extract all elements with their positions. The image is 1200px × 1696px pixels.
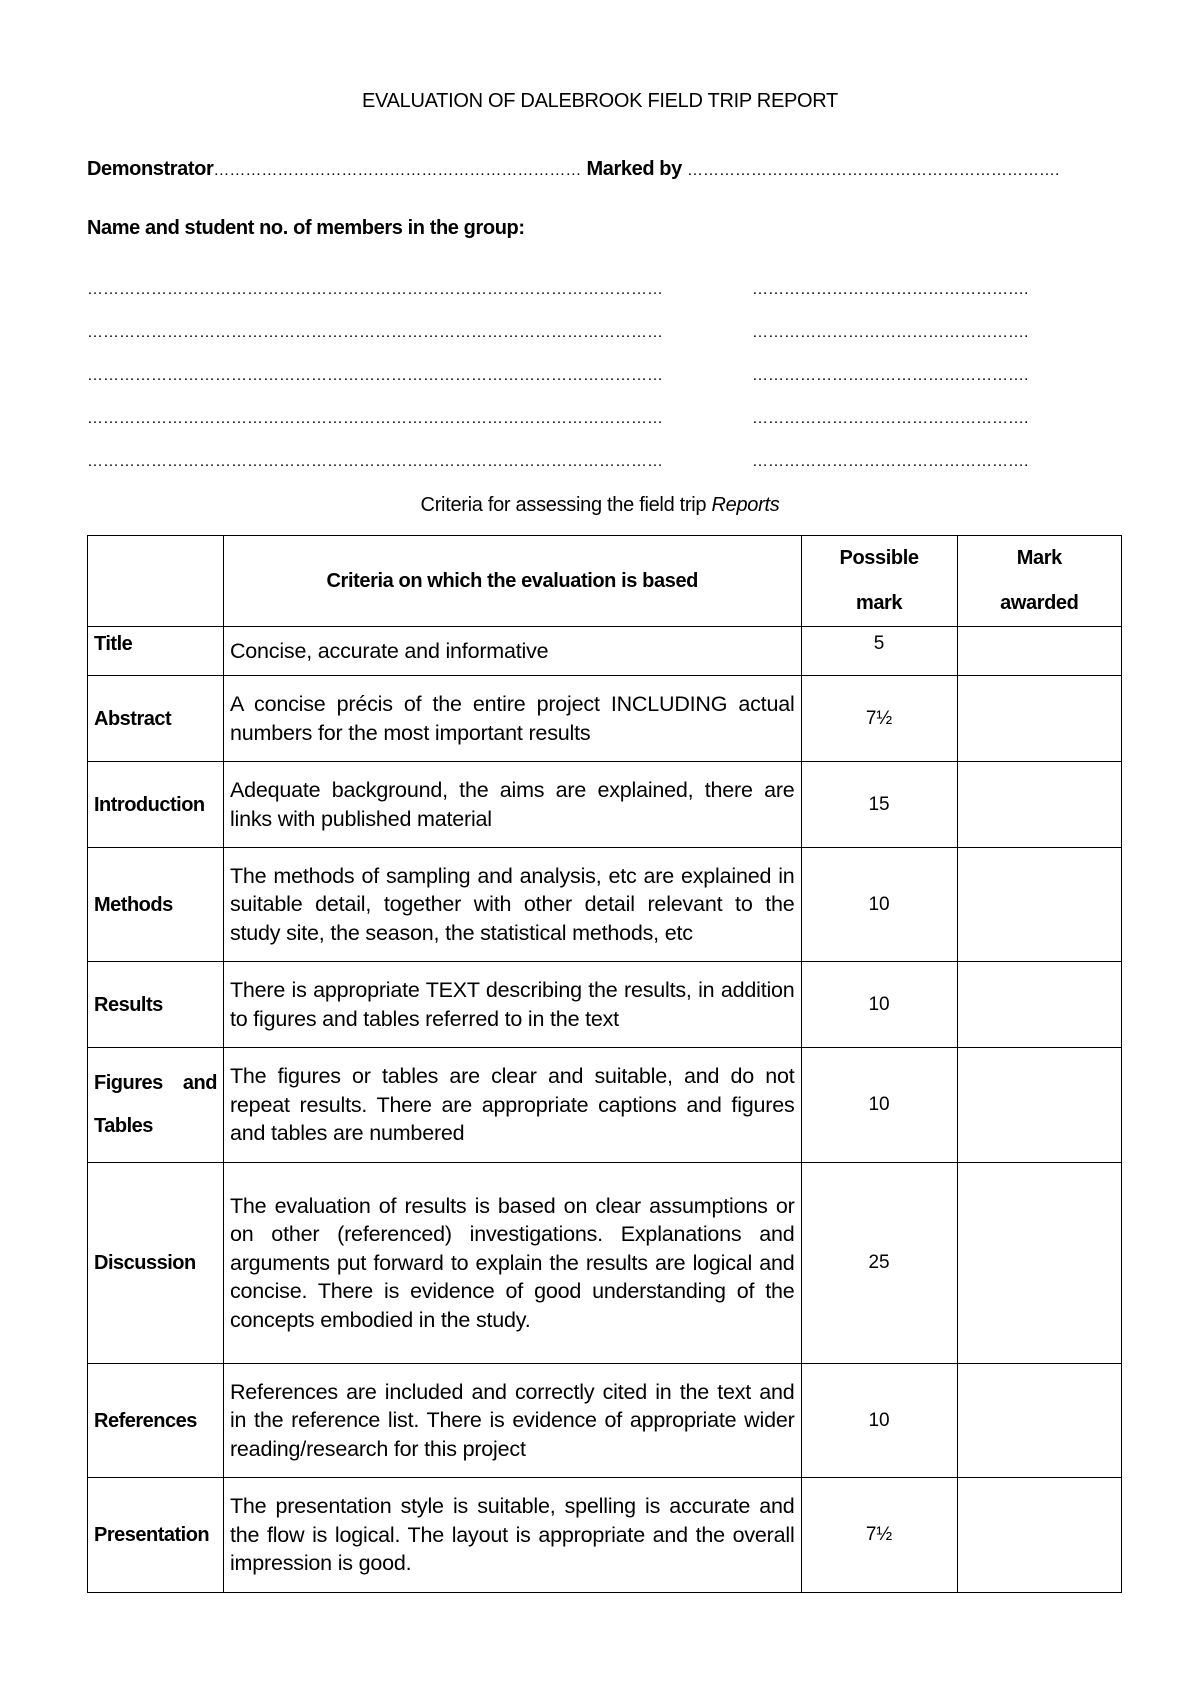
section-presentation: Presentation — [88, 1478, 224, 1593]
header-awarded-line1: Mark — [1016, 547, 1062, 569]
criteria-heading-italic: Reports — [711, 494, 780, 516]
criteria-cell: The methods of sampling and analysis, etc are explained in suitable detail, together with other detail relevant to the study site, the season, the statistical methods, etc — [223, 848, 801, 962]
member-name-field-5[interactable]: ……………………………………………………………………………………………… — [87, 453, 663, 470]
group-members-label: Name and student no. of members in the group: — [87, 217, 525, 239]
possible-mark-cell: 25 — [801, 1163, 957, 1364]
table-header-row — [88, 536, 1122, 627]
table-row — [88, 762, 1122, 848]
table-row — [88, 1478, 1122, 1593]
student-number-field-3[interactable]: ……………………………………………. — [752, 367, 1029, 384]
criteria-table — [87, 535, 1122, 1593]
section-results: Results — [88, 962, 224, 1048]
section-discussion: Discussion — [88, 1163, 224, 1364]
criteria-cell: References are included and correctly cited in the text and in the reference list. There is evidence of appropriate wider reading/research for this project — [223, 1364, 801, 1478]
demonstrator-label: Demonstrator — [87, 158, 214, 180]
table-row — [88, 962, 1122, 1048]
possible-mark-cell: 7½ — [801, 1478, 957, 1593]
table-row — [88, 1364, 1122, 1478]
section-references: References — [88, 1364, 224, 1478]
mark-awarded-cell[interactable] — [957, 627, 1121, 676]
criteria-heading — [0, 494, 1200, 517]
document-title: EVALUATION OF DALEBROOK FIELD TRIP REPORT — [362, 90, 838, 112]
mark-awarded-cell[interactable] — [957, 1048, 1121, 1163]
student-number-field-5[interactable]: ……………………………………………. — [752, 453, 1029, 470]
criteria-cell: A concise précis of the entire project INCLUDING actual numbers for the most important results — [223, 676, 801, 762]
student-number-field-4[interactable]: ……………………………………………. — [752, 410, 1029, 427]
demonstrator-field[interactable]: …………………………………………………………… — [213, 162, 582, 179]
mark-awarded-cell[interactable] — [957, 1364, 1121, 1478]
table-row — [88, 1048, 1122, 1163]
possible-mark-cell: 10 — [801, 1048, 957, 1163]
header-possible-line2: mark — [855, 592, 903, 614]
criteria-cell: Concise, accurate and informative — [223, 627, 801, 676]
header-empty-cell — [88, 536, 224, 627]
possible-mark-cell: 5 — [801, 627, 957, 676]
section-title: Title — [88, 627, 224, 676]
criteria-cell: There is appropriate TEXT describing the results, in addition to figures and tables referred to in the text — [223, 962, 801, 1048]
table-row — [88, 1163, 1122, 1364]
header-criteria: Criteria on which the evaluation is based — [223, 536, 801, 627]
member-name-field-1[interactable]: ……………………………………………………………………………………………… — [87, 281, 663, 298]
section-figures-and-tables: Figures and Tables — [88, 1048, 224, 1163]
possible-mark-cell: 10 — [801, 848, 957, 962]
criteria-cell: The presentation style is suitable, spelling is accurate and the flow is logical. The layout is appropriate and the overall impression is good. — [223, 1478, 801, 1593]
mark-awarded-cell[interactable] — [957, 676, 1121, 762]
criteria-cell: The figures or tables are clear and suitable, and do not repeat results. There are appropriate captions and figures and tables are numbered — [223, 1048, 801, 1163]
criteria-heading-text: Criteria for assessing the field trip — [420, 494, 707, 516]
member-name-field-2[interactable]: ……………………………………………………………………………………………… — [87, 324, 663, 341]
table-row — [88, 848, 1122, 962]
header-mark-awarded — [957, 536, 1121, 627]
mark-awarded-cell[interactable] — [957, 1478, 1121, 1593]
criteria-cell: The evaluation of results is based on clear assumptions or on other (referenced) investigations. Explanations and arguments put forward to explain the results are logical and concise. There is evidence of good understanding of the concepts embodied in the study. — [223, 1163, 801, 1364]
demonstrator-line — [87, 158, 1127, 181]
possible-mark-cell: 10 — [801, 1364, 957, 1478]
table-row — [88, 676, 1122, 762]
mark-awarded-cell[interactable] — [957, 848, 1121, 962]
criteria-cell: Adequate background, the aims are explained, there are links with published material — [223, 762, 801, 848]
header-possible-line1: Possible — [839, 547, 919, 569]
mark-awarded-cell[interactable] — [957, 962, 1121, 1048]
header-possible-mark — [801, 536, 957, 627]
header-awarded-line2: awarded — [1000, 592, 1079, 614]
possible-mark-cell: 15 — [801, 762, 957, 848]
possible-mark-cell: 10 — [801, 962, 957, 1048]
student-number-field-1[interactable]: ……………………………………………. — [752, 281, 1029, 298]
possible-mark-cell: 7½ — [801, 676, 957, 762]
marked-by-label: Marked by — [586, 158, 682, 180]
student-number-field-2[interactable]: ……………………………………………. — [752, 324, 1029, 341]
marked-by-field[interactable]: ……………………………………………………………. — [687, 162, 1060, 179]
section-introduction: Introduction — [88, 762, 224, 848]
member-name-field-3[interactable]: ……………………………………………………………………………………………… — [87, 367, 663, 384]
table-row — [88, 627, 1122, 676]
member-name-field-4[interactable]: ……………………………………………………………………………………………… — [87, 410, 663, 427]
section-abstract: Abstract — [88, 676, 224, 762]
section-methods: Methods — [88, 848, 224, 962]
mark-awarded-cell[interactable] — [957, 762, 1121, 848]
mark-awarded-cell[interactable] — [957, 1163, 1121, 1364]
